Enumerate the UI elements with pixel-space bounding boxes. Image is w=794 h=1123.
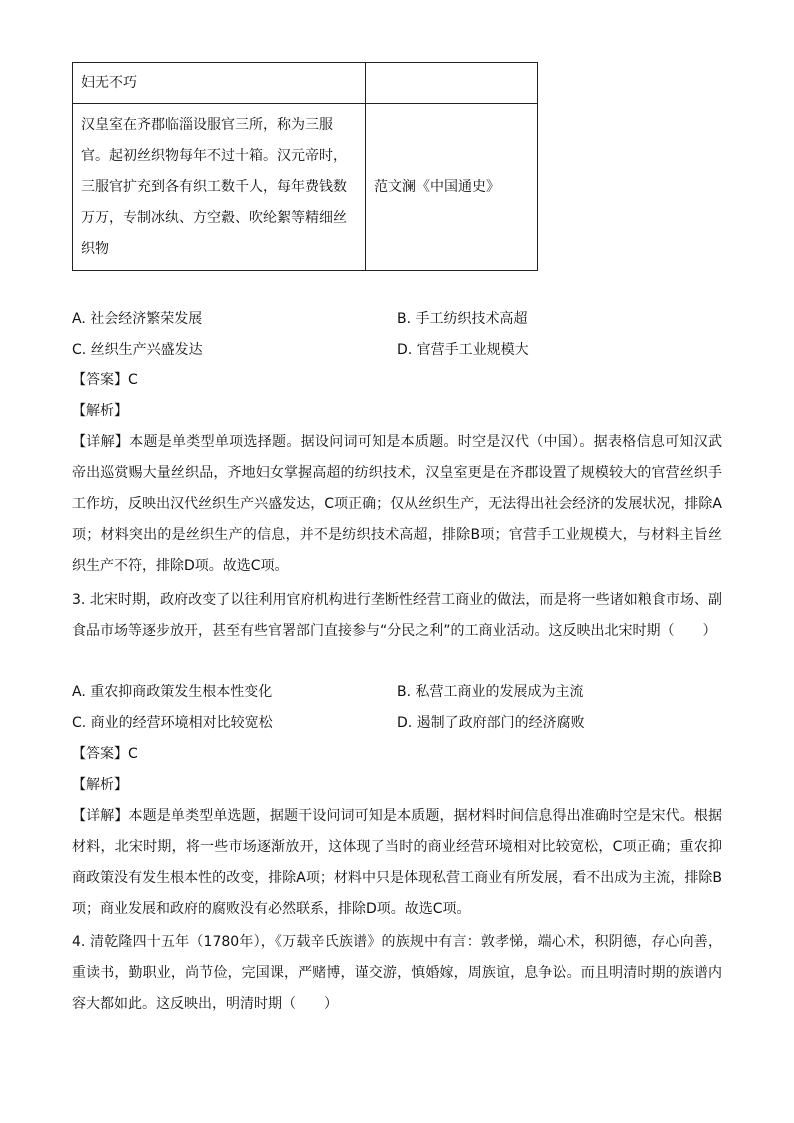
table-cell-source <box>366 63 538 104</box>
q2-option-d: D. 官营手工业规模大 <box>397 342 529 358</box>
q2-analysis-heading: 【解析】 <box>72 403 128 419</box>
q2-option-a: A. 社会经济繁荣发展 <box>72 311 203 327</box>
table-row <box>73 104 538 271</box>
source-table <box>72 62 538 271</box>
q2-detail: 【详解】本题是单类型单项选择题。据设问词可知是本质题。时空是汉代（中国）。据表格信息可知汉武帝出巡赏赐大量丝织品，齐地妇女掌握高超的纺织技术，汉皇室更是在齐郡设置了规模较大的官营丝织手工作坊，反映出汉代丝织生产兴盛发达，C项正确；仅从丝织生产，无法得出社会经济的发展状况，排除A项；材料突出的是丝织生产的信息，并不是纺织技术高超，排除B项；官营手工业规模大，与材料主旨丝织生产不符，排除D项。故选C项。 <box>72 434 722 574</box>
q2-answer: 【答案】C <box>72 372 138 388</box>
q3-answer: 【答案】C <box>72 746 138 762</box>
q2-option-b: B. 手工纺织技术高超 <box>397 311 528 327</box>
q3-option-c: C. 商业的经营环境相对比较宽松 <box>72 715 273 731</box>
q3-detail: 【详解】本题是单类型单选题，据题干设问词可知是本质题，据材料时间信息得出准确时空是宋代。根据材料，北宋时期，将一些市场逐渐放开，这体现了当时的商业经营环境相对比较宽松，C项正确；重农抑商政策没有发生根本性的改变，排除A项；材料中只是体现私营工商业有所发展，看不出成为主流，排除B项；商业发展和政府的腐败没有必然联系，排除D项。故选C项。 <box>72 808 722 917</box>
q4-stem: 4. 清乾隆四十五年（1780年），《万载辛氏族谱》的族规中有言：敦孝悌，端心术，积阴德，存心向善，重读书，勤职业，尚节俭，完国课，严赌博，谨交游，慎婚嫁，周族谊，息争讼。而且明清时期的族谱内容大都如此。这反映出，明清时期（ ） <box>72 934 722 1012</box>
q3-option-b: B. 私营工商业的发展成为主流 <box>397 684 584 700</box>
q3-stem: 3. 北宋时期，政府改变了以往利用官府机构进行垄断性经营工商业的做法，而是将一些诸如粮食市场、副食品市场等逐步放开，甚至有些官署部门直接参与“分民之利”的工商业活动。这反映出北宋时期（ ） <box>72 592 722 639</box>
table-cell-content: 妇无不巧 <box>73 63 366 104</box>
table-row <box>73 63 538 104</box>
q3-option-a: A. 重农抑商政策发生根本性变化 <box>72 684 273 700</box>
table-cell-source: 范文澜《中国通史》 <box>366 104 538 271</box>
table-cell-content: 汉皇室在齐郡临淄设服官三所，称为三服官。起初丝织物每年不过十箱。汉元帝时，三服官扩充到各有织工数千人，每年费钱数万万，专制冰纨、方空縠、吹纶絮等精细丝织物 <box>73 104 366 271</box>
q3-analysis-heading: 【解析】 <box>72 777 128 793</box>
q3-option-d: D. 遏制了政府部门的经济腐败 <box>397 715 585 731</box>
q2-option-c: C. 丝织生产兴盛发达 <box>72 342 203 358</box>
